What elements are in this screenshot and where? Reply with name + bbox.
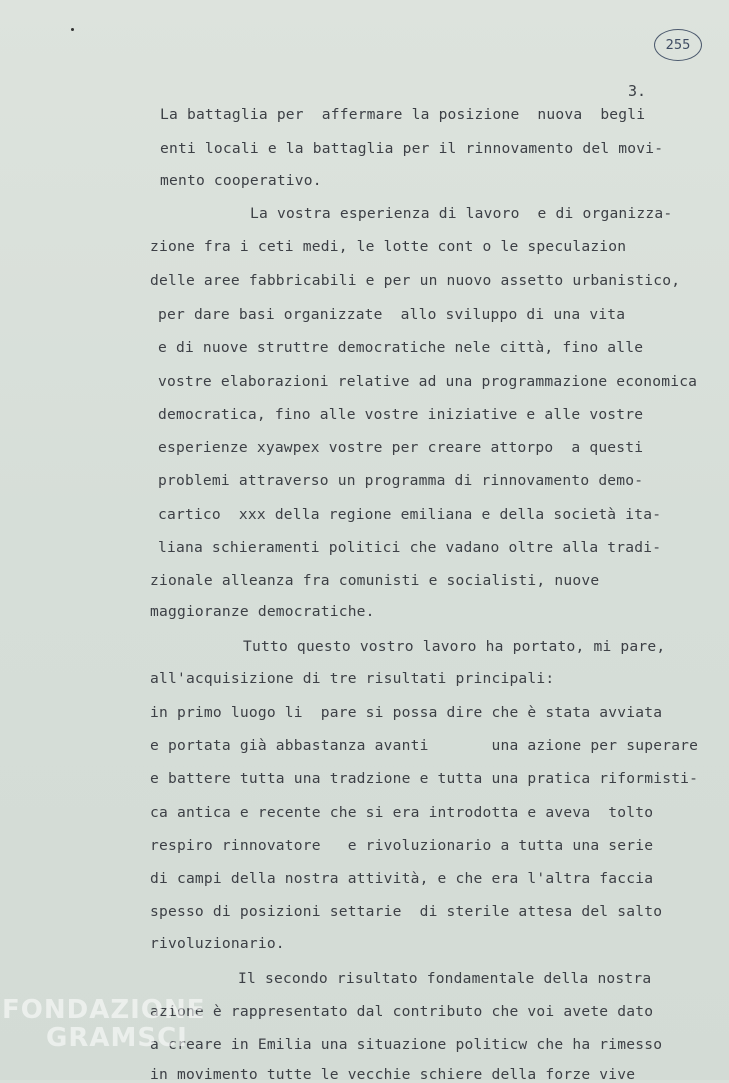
text-line: Il secondo risultato fondamentale della nostra [238,970,652,987]
text-line: esperienze xyawpex vostre per creare attorpo a questi [158,439,644,456]
text-line: mento cooperativo. [160,172,322,189]
ink-speck [71,28,74,31]
text-line: delle aree fabbricabili e per un nuovo assetto urbanistico, [150,272,681,289]
text-line: rivoluzionario. [150,935,285,952]
text-line: di campi della nostra attività, e che era l'altra faccia [150,870,654,887]
text-line: Tutto questo vostro lavoro ha portato, mi pare, [243,638,666,655]
watermark-logo [2,996,205,1052]
text-line: in movimento tutte le vecchie schiere della forze vive [150,1066,636,1083]
text-line: cartico xxx della regione emiliana e della società ita- [158,506,662,523]
text-line: e portata già abbastanza avanti una azione per superare [150,737,699,754]
text-line: La battaglia per affermare la posizione nuova begli [160,106,646,123]
text-line: democratica, fino alle vostre iniziative e alle vostre [158,406,644,423]
text-line: spesso di posizioni settarie di sterile attesa del salto [150,903,663,920]
text-line: liana schieramenti politici che vadano oltre alla tradi- [158,539,662,556]
page-number: 3. [628,82,647,100]
text-line: ca antica e recente che si era introdotta e aveva tolto [150,804,654,821]
text-line: all'acquisizione di tre risultati principali: [150,670,555,687]
text-line: zione fra i ceti medi, le lotte cont o le speculazion [150,238,627,255]
text-line: zionale alleanza fra comunisti e socialisti, nuove [150,572,600,589]
text-line: e battere tutta una tradzione e tutta una pratica riformisti- [150,770,699,787]
text-line: a creare in Emilia una situazione politicw che ha rimesso [150,1036,663,1053]
text-line: per dare basi organizzate allo sviluppo di una vita [158,306,626,323]
text-line: problemi attraverso un programma di rinnovamento demo- [158,472,644,489]
text-line: La vostra esperienza di lavoro e di organizza- [250,205,673,222]
text-line: enti locali e la battaglia per il rinnovamento del movi- [160,140,664,157]
archive-stamp: 255 [654,29,702,61]
text-line: azione è rappresentato dal contributo che voi avete dato [150,1003,654,1020]
watermark-line-1: FONDAZIONE [2,995,206,1025]
watermark-line-2: GRAMSCI [46,1023,188,1053]
text-line: e di nuove struttre democratiche nele città, fino alle [158,339,644,356]
text-line: respiro rinnovatore e rivoluzionario a tutta una serie [150,837,654,854]
text-line: maggioranze democratiche. [150,603,375,620]
text-line: in primo luogo li pare si possa dire che è stata avviata [150,704,663,721]
text-line: vostre elaborazioni relative ad una programmazione economica [158,373,698,390]
